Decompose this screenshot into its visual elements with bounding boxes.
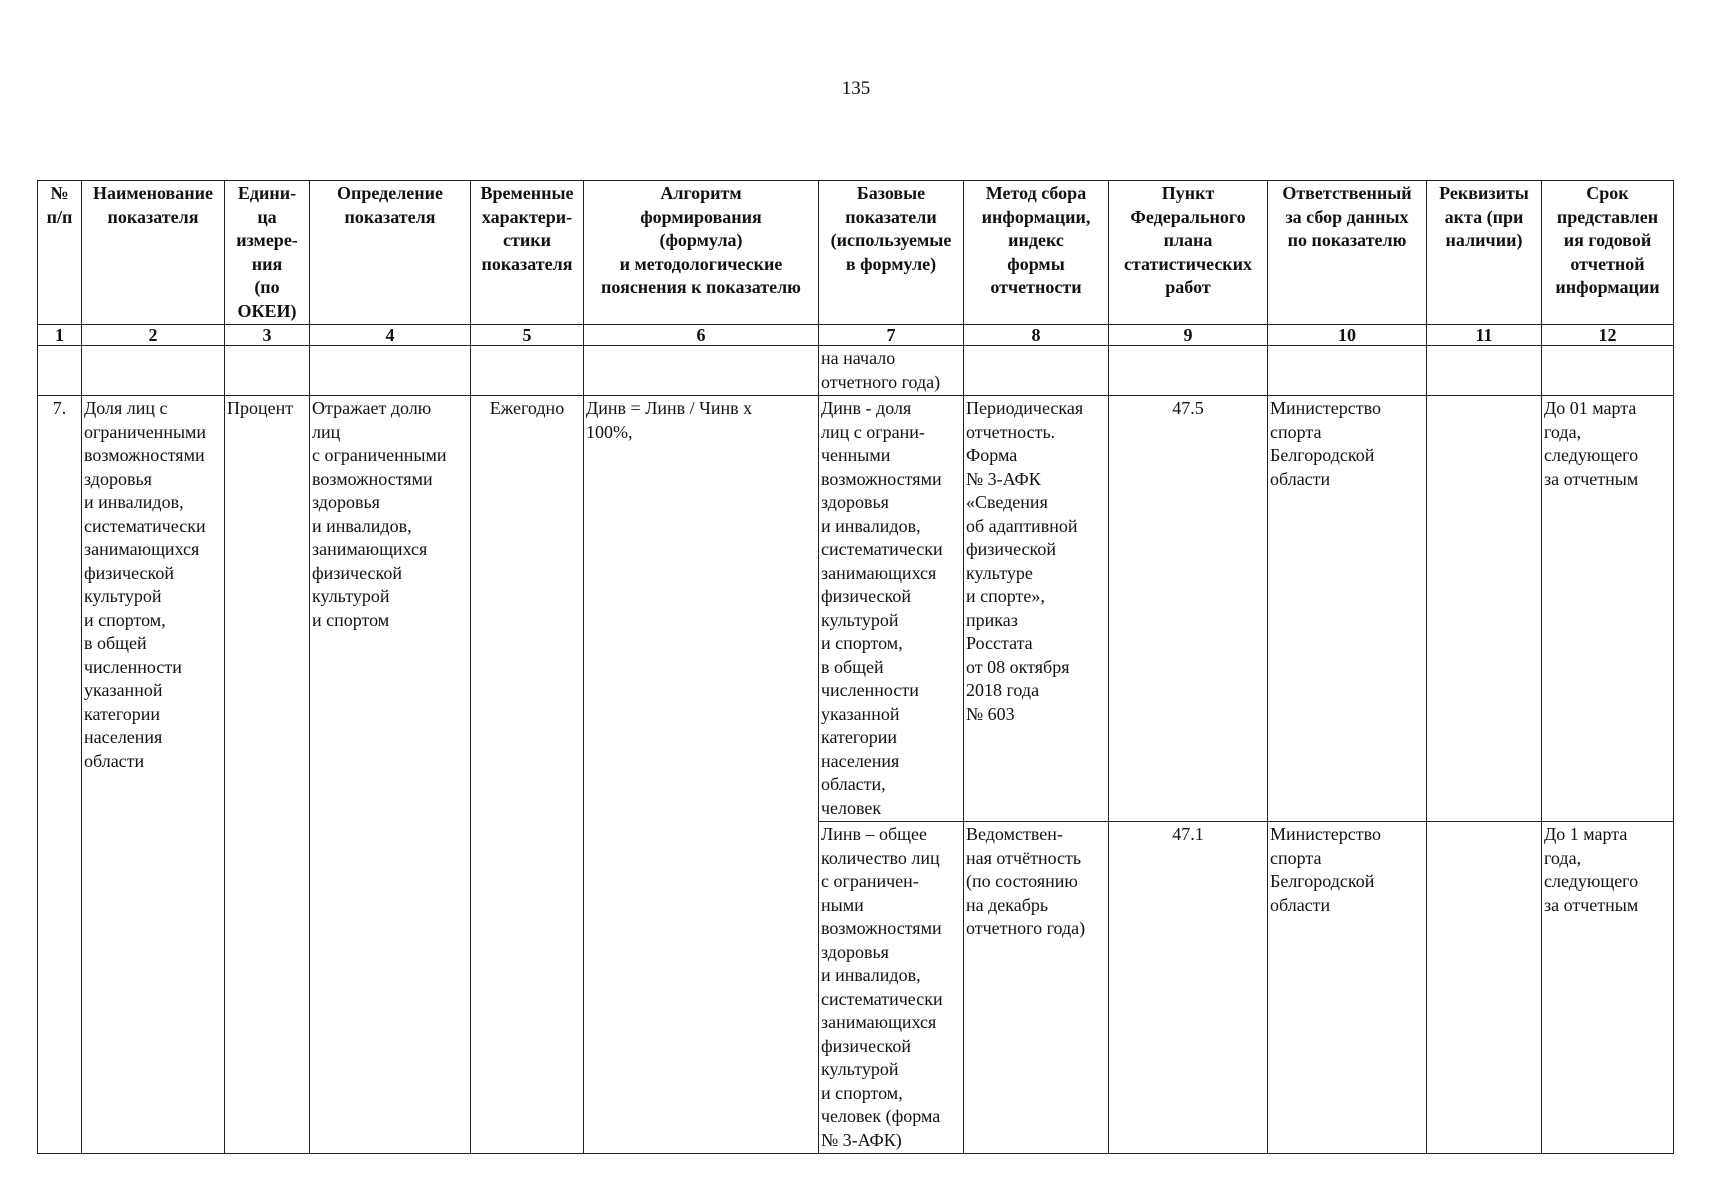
header-act-details: Реквизиты акта (при наличии) (1427, 181, 1542, 325)
header-indicator-name: Наименование показателя (82, 181, 225, 325)
empty-cell (82, 346, 225, 396)
column-number-row (38, 325, 1674, 346)
header-unit: Едини- ца измере- ния (по ОКЕИ) (225, 181, 310, 325)
empty-cell (38, 346, 82, 396)
definition-cell: Отражает долю лиц с ограниченными возможностями здоровья и инвалидов, занимающихся физической культурой и спортом (310, 396, 471, 1154)
method-cell: Ведомствен- ная отчётность (по состоянию на декабрь отчетного года) (964, 822, 1109, 1154)
formula-cell: Динв = Линв / Чинв х 100%, (584, 396, 819, 1154)
header-responsible: Ответственный за сбор данных по показателю (1268, 181, 1427, 325)
column-number: 9 (1109, 325, 1268, 346)
deadline-cell: До 01 марта года, следующего за отчетным (1542, 396, 1674, 822)
empty-cell (1109, 346, 1268, 396)
header-plan-item: Пункт Федерального плана статистических работ (1109, 181, 1268, 325)
empty-cell (1427, 346, 1542, 396)
empty-cell (310, 346, 471, 396)
empty-cell (584, 346, 819, 396)
header-deadline: Срок представлен ия годовой отчетной информации (1542, 181, 1674, 325)
header-row (38, 181, 1674, 325)
header-formula: Алгоритм формирования (формула) и методологические пояснения к показателю (584, 181, 819, 325)
empty-cell (1268, 346, 1427, 396)
indicator-table (37, 180, 1674, 1154)
empty-cell (1542, 346, 1674, 396)
empty-cell (964, 346, 1109, 396)
responsible-cell: Министерство спорта Белгородской области (1268, 396, 1427, 822)
column-number: 1 (38, 325, 82, 346)
continuation-row (38, 346, 1674, 396)
plan-item-cell: 47.1 (1109, 822, 1268, 1154)
indicator-name-cell: Доля лиц с ограниченными возможностями здоровья и инвалидов, систематически занимающихся физической культурой и спортом, в общей численности указанной категории населения области (82, 396, 225, 1154)
header-base-indicators: Базовые показатели (используемые в формуле) (819, 181, 964, 325)
periodicity-cell: Ежегодно (471, 396, 584, 1154)
act-details-cell (1427, 396, 1542, 822)
empty-cell (225, 346, 310, 396)
column-number: 4 (310, 325, 471, 346)
column-number: 5 (471, 325, 584, 346)
row-number-cell: 7. (38, 396, 82, 1154)
column-number: 11 (1427, 325, 1542, 346)
header-periodicity: Временные характери- стики показателя (471, 181, 584, 325)
header-number: № п/п (38, 181, 82, 325)
base-indicator-cell: Динв - доля лиц с ограни- ченными возможностями здоровья и инвалидов, систематически занимающихся физической культурой и спортом, в общей численности указанной категории населения области, человек (819, 396, 964, 822)
responsible-cell: Министерство спорта Белгородской области (1268, 822, 1427, 1154)
plan-item-cell: 47.5 (1109, 396, 1268, 822)
empty-cell (471, 346, 584, 396)
column-number: 8 (964, 325, 1109, 346)
column-number: 12 (1542, 325, 1674, 346)
act-details-cell (1427, 822, 1542, 1154)
header-method: Метод сбора информации, индекс формы отчетности (964, 181, 1109, 325)
base-indicator-cell: Линв – общее количество лиц с ограничен- ными возможностями здоровья и инвалидов, систематически занимающихся физической культурой и спортом, человек (форма № 3-АФК) (819, 822, 964, 1154)
column-number: 6 (584, 325, 819, 346)
column-number: 10 (1268, 325, 1427, 346)
method-cell: Периодическая отчетность. Форма № 3-АФК «Сведения об адаптивной физической культуре и спорте», приказ Росстата от 08 октября 2018 года № 603 (964, 396, 1109, 822)
deadline-cell: До 1 марта года, следующего за отчетным (1542, 822, 1674, 1154)
column-number: 7 (819, 325, 964, 346)
column-number: 3 (225, 325, 310, 346)
page-number: 135 (841, 78, 871, 99)
header-definition: Определение показателя (310, 181, 471, 325)
unit-cell: Процент (225, 396, 310, 1154)
column-number: 2 (82, 325, 225, 346)
indicator-row-7 (38, 396, 1674, 822)
base-indicator-cell: на начало отчетного года) (819, 346, 964, 396)
